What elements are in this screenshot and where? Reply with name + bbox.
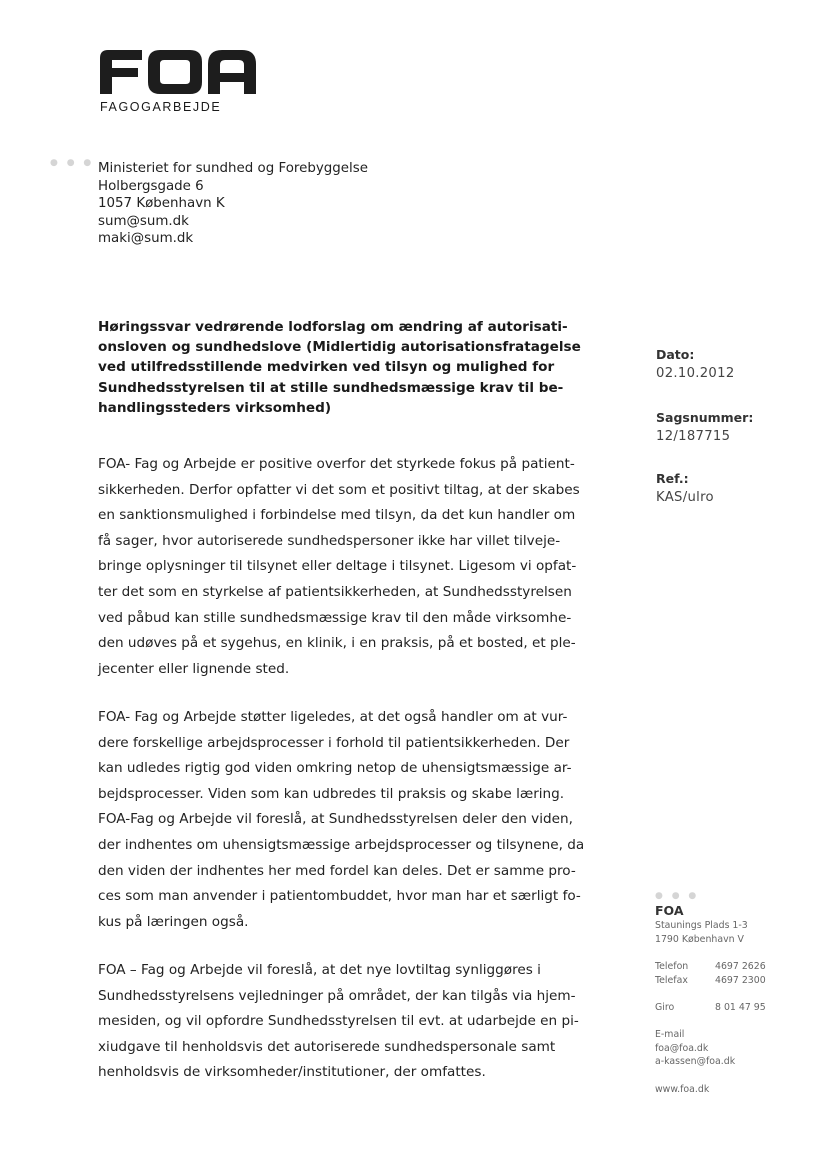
phone-label: Telefon bbox=[655, 961, 689, 973]
recipient-email[interactable]: maki@sum.dk bbox=[98, 231, 194, 247]
recipient-line: Holbergsgade 6 bbox=[98, 178, 204, 194]
recipient-address bbox=[98, 160, 368, 248]
paragraph-line: xiudgave til henholdsvis det autoriserede sundhedspersonale samt bbox=[98, 1038, 556, 1055]
paragraph-line: dere forskellige arbejdsprocesser i forhold til patientsikkerheden. Der bbox=[98, 734, 570, 751]
subject-line: Sundhedsstyrelsen til at stille sundhedsmæssige krav til be- bbox=[98, 379, 564, 396]
paragraph-line: kus på læringen også. bbox=[98, 913, 249, 930]
paragraph-line: bringe oplysninger til tilsynet eller deltage i tilsynet. Ligesom vi opfat- bbox=[98, 558, 577, 575]
paragraph-line: få sager, hvor autoriserede sundhedspersoner ikke har villet tilveje- bbox=[98, 532, 561, 549]
recipient-line: 1057 København K bbox=[98, 196, 225, 212]
giro-value: 8 01 47 95 bbox=[715, 1002, 766, 1014]
paragraph-line: FOA- Fag og Arbejde er positive overfor det styrkede fokus på patient- bbox=[98, 456, 575, 472]
fax-value: 4697 2300 bbox=[715, 974, 766, 986]
subject-heading bbox=[98, 317, 598, 418]
paragraph-line: henholdsvis de virksomheder/institutioner, der omfattes. bbox=[98, 1064, 486, 1081]
reference-value: KAS/ulro bbox=[656, 490, 714, 505]
paragraph-line: mesiden, og vil opfordre Sundhedsstyrelsen til evt. at udarbejde en pi- bbox=[98, 1013, 579, 1030]
fax-label: Telefax bbox=[655, 974, 688, 986]
subject-line: Høringssvar vedrørende lodforslag om ændring af autorisati- bbox=[98, 319, 568, 335]
paragraph-line: en sanktionsmulighed i forbindelse med tilsyn, da det kun handler om bbox=[98, 507, 576, 524]
footer-address-line: 1790 København V bbox=[655, 933, 744, 945]
footer-website-link[interactable]: www.foa.dk bbox=[655, 1083, 710, 1095]
paragraph-line: bejdsprocesser. Viden som kan udbredes til praksis og skabe læring. bbox=[98, 785, 565, 802]
case-number-value: 12/187715 bbox=[656, 429, 731, 444]
paragraph-line: FOA- Fag og Arbejde støtter ligeledes, at det også handler om at vur- bbox=[98, 709, 568, 725]
paragraph-line: ved påbud kan stille sundhedsmæssige krav til den måde virksomhe- bbox=[98, 609, 572, 626]
footer-org-name: FOA bbox=[655, 903, 684, 919]
paragraph-line: ces som man anvender i patientombuddet, hvor man har et særligt fo- bbox=[98, 888, 581, 905]
subject-line: onsloven og sundhedslove (Midlertidig autorisationsfratagelse bbox=[98, 339, 581, 356]
paragraph-line: FOA-Fag og Arbejde vil foreslå, at Sundhedsstyrelsen deler den viden, bbox=[98, 811, 573, 828]
phone-value: 4697 2626 bbox=[715, 961, 766, 973]
footer-phone-row bbox=[655, 960, 795, 973]
footer-fax-row bbox=[655, 974, 795, 987]
paragraph-line: den viden der indhentes her med fordel kan deles. Det er samme pro- bbox=[98, 862, 576, 879]
recipient-line: Ministeriet for sundhed og Forebyggelse bbox=[98, 161, 368, 176]
date-value: 02.10.2012 bbox=[656, 366, 735, 381]
footer-email-link[interactable]: foa@foa.dk bbox=[655, 1042, 709, 1054]
paragraph-line: der indhentes om uhensigtsmæssige arbejdsprocesser og tilsynene, da bbox=[98, 836, 585, 853]
footer-email-link[interactable]: a-kassen@foa.dk bbox=[655, 1056, 736, 1068]
footer-address-line: Staunings Plads 1-3 bbox=[655, 920, 748, 932]
foa-logo bbox=[98, 48, 263, 118]
giro-label: Giro bbox=[655, 1002, 675, 1014]
case-number-block bbox=[656, 410, 753, 444]
decorative-dots: ● ● ● bbox=[655, 891, 700, 901]
paragraph-line: sikkerheden. Derfor opfatter vi det som et positivt tiltag, at der skabes bbox=[98, 481, 580, 498]
paragraph-line: FOA – Fag og Arbejde vil foreslå, at det nye lovtiltag synliggøres i bbox=[98, 962, 541, 978]
date-block bbox=[656, 347, 735, 381]
reference-block bbox=[656, 471, 714, 505]
body-paragraph-1 bbox=[98, 452, 580, 682]
paragraph-line: Sundhedsstyrelsens vejledninger på området, der kan tilgås via hjem- bbox=[98, 987, 576, 1004]
body-paragraph-3 bbox=[98, 958, 579, 1086]
footer-giro-row bbox=[655, 1001, 795, 1014]
paragraph-line: jecenter eller lignende sted. bbox=[98, 660, 290, 677]
email-label: E-mail bbox=[655, 1029, 685, 1041]
reference-label: Ref.: bbox=[656, 471, 689, 486]
foa-logo-mark bbox=[98, 48, 258, 94]
logo-subtitle: FAGOGARBEJDE bbox=[100, 100, 222, 114]
case-number-label: Sagsnummer: bbox=[656, 410, 754, 425]
decorative-dots: ● ● ● bbox=[50, 158, 95, 168]
contact-footer bbox=[655, 890, 795, 1096]
paragraph-line: kan udledes rigtig god viden omkring netop de uhensigtsmæssige ar- bbox=[98, 760, 572, 777]
paragraph-line: den udøves på et sygehus, en klinik, i en praksis, på et bosted, et ple- bbox=[98, 635, 576, 652]
subject-line: handlingssteders virksomhed) bbox=[98, 399, 332, 416]
body-paragraph-2 bbox=[98, 705, 584, 935]
date-label: Dato: bbox=[656, 347, 695, 362]
subject-line: ved utilfredsstillende medvirken ved tilsyn og mulighed for bbox=[98, 359, 555, 376]
recipient-email[interactable]: sum@sum.dk bbox=[98, 213, 189, 229]
paragraph-line: ter det som en styrkelse af patientsikkerheden, at Sundhedsstyrelsen bbox=[98, 583, 572, 600]
